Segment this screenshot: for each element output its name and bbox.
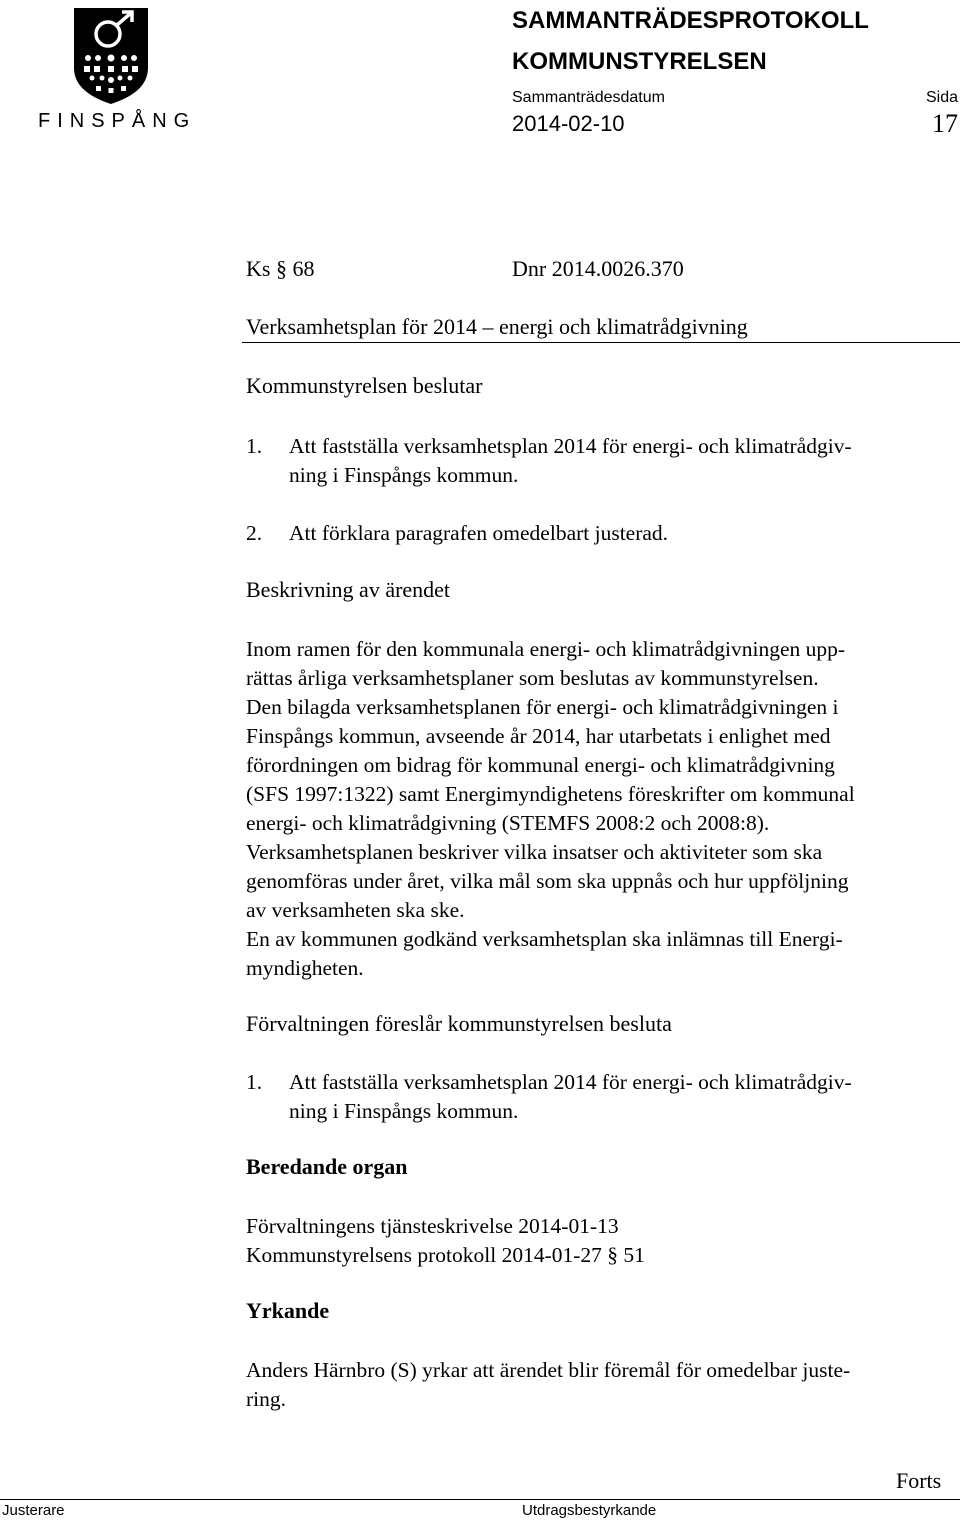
decision-text-line: Att fastställa verksamhetsplan 2014 för energi- och klimatrådgiv- <box>289 434 852 458</box>
footer-rule <box>0 1499 960 1500</box>
description-line: Den bilagda verksamhetsplanen för energi- och klimatrådgivningen i <box>246 695 839 719</box>
page-label: Sida <box>926 89 959 106</box>
motion-line: ring. <box>246 1387 287 1411</box>
proposal-text-line: Att fastställa verksamhetsplan 2014 för energi- och klimatrådgiv- <box>289 1070 852 1094</box>
proposal-item-1 <box>246 1068 960 1126</box>
signers-label: Justerare <box>2 1502 65 1519</box>
case-title: Verksamhetsplan för 2014 – energi och klimatrådgivning <box>246 314 748 339</box>
municipality-logo <box>36 6 197 136</box>
decision-item-2 <box>246 519 960 548</box>
proposal-heading: Förvaltningen föreslår kommunstyrelsen besluta <box>246 1011 672 1036</box>
prep-line: Kommunstyrelsens protokoll 2014-01-27 § 51 <box>246 1243 645 1267</box>
coat-of-arms-icon <box>36 6 186 106</box>
case-dnr: Dnr 2014.0026.370 <box>512 256 684 281</box>
title-underline <box>242 342 960 343</box>
meeting-date-label: Sammanträdesdatum <box>512 89 665 106</box>
description-line: energi- och klimatrådgivning (STEMFS 2008:2 och 2008:8). <box>246 811 770 835</box>
description-line: rättas årliga verksamhetsplaner som beslutas av kommunstyrelsen. <box>246 666 819 690</box>
decision-text-line: ning i Finspångs kommun. <box>289 463 519 487</box>
list-number: 1. <box>246 1070 263 1094</box>
description-heading: Beskrivning av ärendet <box>246 577 451 602</box>
logo-wordmark: FINSPÅNG <box>38 110 197 132</box>
list-number: 2. <box>246 521 263 545</box>
description-line: av verksamheten ska ske. <box>246 898 465 922</box>
decision-text-line: Att förklara paragrafen omedelbart justerad. <box>289 521 669 545</box>
prep-line: Förvaltningens tjänsteskrivelse 2014-01-13 <box>246 1214 619 1238</box>
list-number: 1. <box>246 434 263 458</box>
decision-heading: Kommunstyrelsen beslutar <box>246 373 483 398</box>
meeting-date-value: 2014-02-10 <box>512 111 625 136</box>
description-line: genomföras under året, vilka mål som ska uppnås och hur uppföljning <box>246 869 849 893</box>
description-line: (SFS 1997:1322) samt Energimyndighetens föreskrifter om kommunal <box>246 782 855 806</box>
description-line: myndigheten. <box>246 956 364 980</box>
description-line: förordningen om bidrag för kommunal energi- och klimatrådgivning <box>246 753 835 777</box>
description-line: En av kommunen godkänd verksamhetsplan ska inlämnas till Energi- <box>246 927 843 951</box>
protocol-title: SAMMANTRÄDESPROTOKOLL <box>512 7 869 34</box>
description-line: Inom ramen för den kommunala energi- och klimatrådgivningen upp- <box>246 637 846 661</box>
page-number: 17 <box>932 109 958 138</box>
case-paragraph: Ks § 68 <box>246 256 315 281</box>
board-name: KOMMUNSTYRELSEN <box>512 48 767 75</box>
decision-item-1 <box>246 432 960 490</box>
proposal-text-line: ning i Finspångs kommun. <box>289 1099 519 1123</box>
description-line: Finspångs kommun, avseende år 2014, har utarbetats i enlighet med <box>246 724 831 748</box>
continued-label: Forts <box>896 1468 942 1493</box>
prep-heading: Beredande organ <box>246 1154 408 1179</box>
extract-label: Utdragsbestyrkande <box>522 1502 657 1519</box>
description-line: Verksamhetsplanen beskriver vilka insatser och aktiviteter som ska <box>246 840 823 864</box>
motion-line: Anders Härnbro (S) yrkar att ärendet blir föremål för omedelbar juste- <box>246 1358 851 1382</box>
motion-heading: Yrkande <box>246 1298 330 1323</box>
